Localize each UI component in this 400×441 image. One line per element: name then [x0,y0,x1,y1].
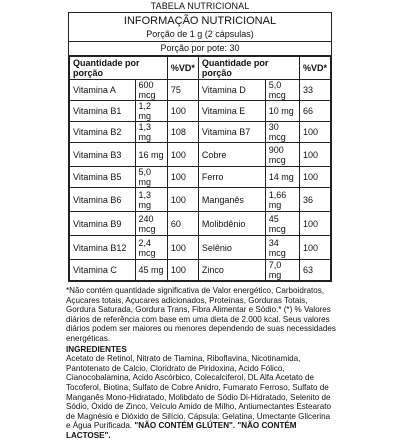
nutrient-name: Vitamina B1 [70,101,136,122]
notes-section [66,286,336,441]
nutrient-name: Vitamina C [70,260,136,281]
table-title: INFORMAÇÃO NUTRICIONAL [123,15,277,27]
col-header-qty-left: Quantidade por porção [70,57,168,80]
nutrition-box [68,12,332,282]
nutrient-amount: 1,2 mg [135,101,167,122]
nutrient-amount: 30 mcg [265,122,299,143]
nutrient-amount: 5,0 mg [135,167,167,188]
table-row [70,167,331,188]
nutrient-name: Vitamina A [70,80,136,101]
nutrient-name: Vitamina B12 [70,236,136,260]
col-header-vd-right: %VD* [299,57,330,80]
nutrient-vd: 100 [299,212,330,236]
nutrient-name: Vitamina D [198,80,265,101]
col-header-vd-left: %VD* [167,57,198,80]
nutrient-amount: 1,3 mg [135,122,167,143]
nutrient-name: Vitamina E [198,101,265,122]
nutrient-name: Vitamina B7 [198,122,265,143]
table-row [70,260,331,281]
footnote: *Não contém quantidade significativa de Valor energético, Carboidratos, Açucares totais, Açucares adicionados, Proteínas, Gorduras Totais, Gordura Saturada, Gordura Trans, Fibra Alimentar e Sódio.* (*) % Valores diários de referência com base em uma dieta de 2.000 kcal. Seus valores diários podem ser maiores ou menores dependendo de suas necessidades energéticas. [66,286,336,343]
nutrient-vd: 36 [299,188,330,212]
nutrient-vd: 100 [299,167,330,188]
nutrient-amount: 45 mcg [265,212,299,236]
ingredients-title: INGREDIENTES [66,344,127,354]
nutrient-vd: 100 [299,122,330,143]
nutrient-vd: 100 [167,188,198,212]
ingredients-text [66,354,336,440]
nutrient-amount: 7,0 mg [265,260,299,281]
nutrient-amount: 34 mcg [265,236,299,260]
nutrient-name: Ferro [198,167,265,188]
nutrition-panel [68,0,332,282]
table-header-row [70,57,331,80]
nutrient-amount: 900 mcg [265,143,299,167]
nutrient-amount: 45 mg [135,260,167,281]
nutrient-vd: 108 [167,122,198,143]
top-title: TABELA NUTRICIONAL [150,1,250,11]
nutrient-name: Vitamina B5 [70,167,136,188]
nutrient-vd: 33 [299,80,330,101]
nutrient-vd: 100 [299,143,330,167]
nutrition-table [69,56,331,281]
nutrient-vd: 100 [167,260,198,281]
table-row [70,80,331,101]
nutrient-amount: 16 mg [135,143,167,167]
table-row [70,101,331,122]
nutrient-amount: 1,3 mg [135,188,167,212]
nutrient-vd: 100 [299,236,330,260]
nutrient-vd: 100 [167,236,198,260]
nutrient-name: Cobre [198,143,265,167]
nutrient-amount: 5,0 mcg [265,80,299,101]
nutrient-amount: 10 mg [265,101,299,122]
nutrient-name: Selênio [198,236,265,260]
portions-per-pot: Porção por pote: 30 [69,42,331,56]
nutrient-vd: 66 [299,101,330,122]
table-row [70,236,331,260]
nutrient-name: Vitamina B2 [70,122,136,143]
gluten-lactose-notice: "NÃO CONTÉM GLÚTEN". "NÃO CONTÉM LACTOSE". [66,421,297,440]
nutrient-vd: 63 [299,260,330,281]
nutrient-amount: 14 mg [265,167,299,188]
table-row [70,188,331,212]
nutrient-amount: 2,4 mcg [135,236,167,260]
nutrient-amount: 1,66 mg [265,188,299,212]
ingredients-list: Acetato de Retinol, Nitrato de Tiamina, Riboflavina, Nicotinamida, Pantotenato de Calcio, Cloridrato de Piridoxina, Acido Fólico, Cianocobalamina, Acido Ascórbico, Colecalciferol, DL Alfa Acetato de Tocoferol, Biotina, Sulfato de Cobre Anidro, Fumarato Ferroso, Sulfato de Manganês Mono-Hidratado, Molibdato de Sódio Di-Hidratado, Selenito de Sódio, Óxido de Zinco, Veículo Amido de Milho, Antiumectantes Estearato de Magnésio e Dióxido de Silício. Cápsula: Gelatina, Umectante Glicerina e Água Purificada. [66,354,331,431]
col-header-qty-right: Quantidade por porção [198,57,299,80]
nutrient-vd: 75 [167,80,198,101]
table-row [70,122,331,143]
portion-label: Porção de 1 g (2 cápsulas) [69,28,331,42]
nutrient-amount: 240 mcg [135,212,167,236]
nutrient-amount: 600 mcg [135,80,167,101]
table-row [70,143,331,167]
nutrient-vd: 100 [167,167,198,188]
nutrient-name: Manganês [198,188,265,212]
nutrient-vd: 100 [167,101,198,122]
nutrient-name: Zinco [198,260,265,281]
nutrient-name: Vitamina B9 [70,212,136,236]
nutrient-name: Vitamina B6 [70,188,136,212]
nutrient-vd: 60 [167,212,198,236]
nutrient-name: Molibdênio [198,212,265,236]
nutrient-name: Vitamina B3 [70,143,136,167]
table-row [70,212,331,236]
nutrient-vd: 100 [167,143,198,167]
